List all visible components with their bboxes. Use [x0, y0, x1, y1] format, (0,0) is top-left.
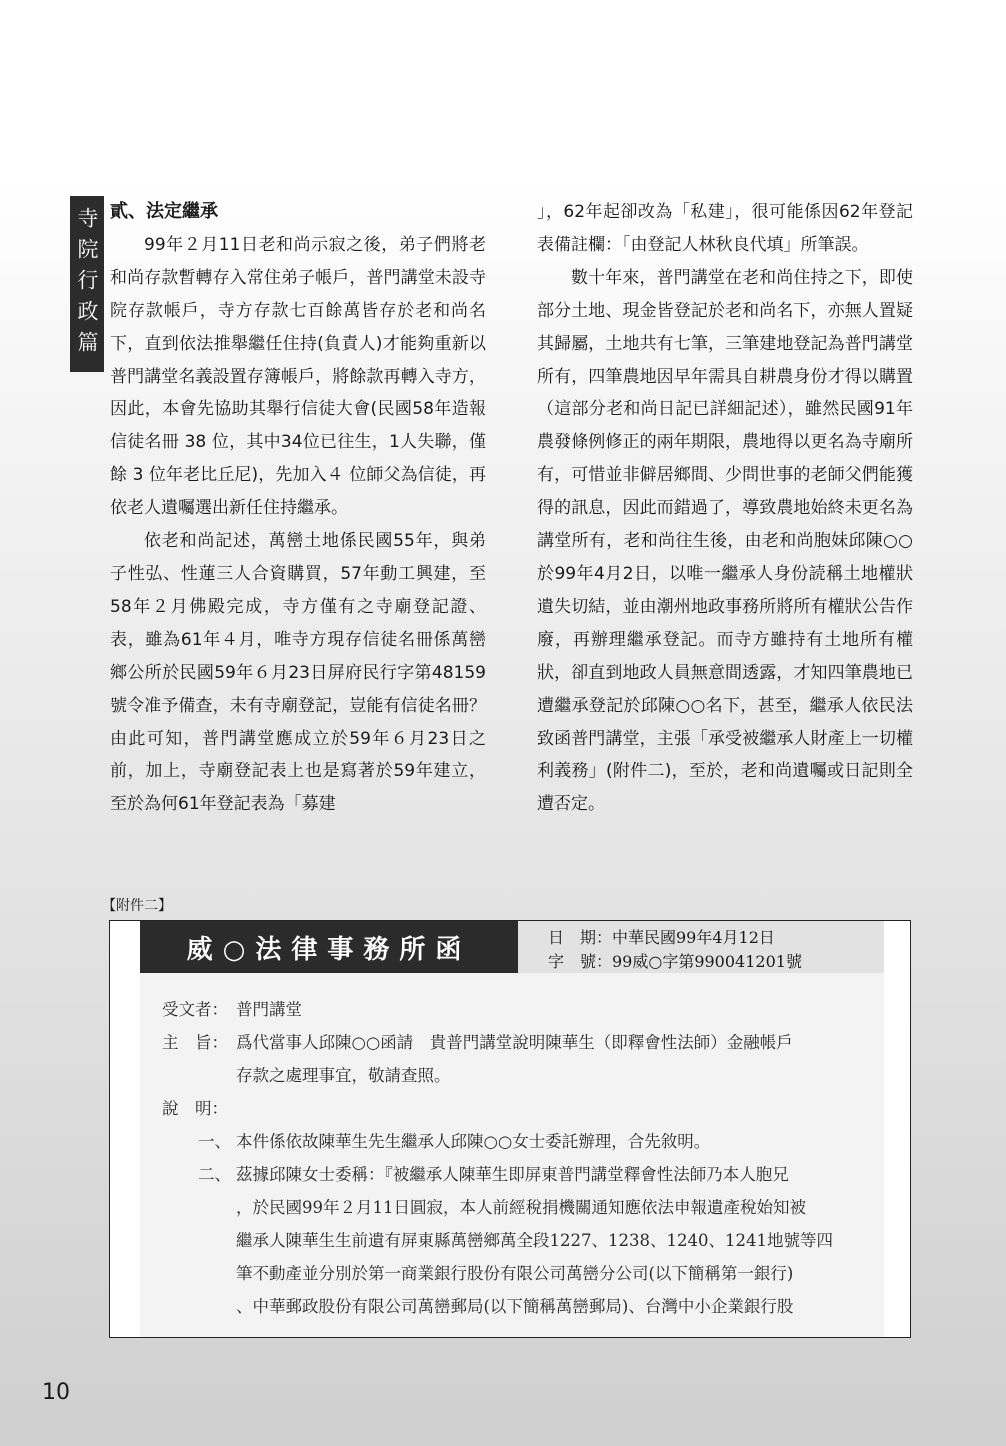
letter-body [162, 993, 882, 1323]
explain-row [162, 1092, 882, 1125]
item-line: 繼承人陳華生生前遺有屏東縣萬巒鄉萬全段1227、1238、1240、1241地號等四 [236, 1231, 833, 1250]
firm-name: 威○法律事務所函 [186, 934, 472, 965]
paragraph: 」，62年起卻改為「私建」，很可能係因62年登記表備註欄：「由登記人林秋良代填」所筆誤。 [537, 202, 913, 255]
recipient-row [162, 993, 882, 1026]
paragraph: 數十年來，普門講堂在老和尚住持之下，即使部分土地、現金皆登記於老和尚名下，亦無人置疑其歸屬，土地共有七筆，三筆建地登記為普門講堂所有，四筆農地因早年需具自耕農身份才得以購置（這部分老和尚日記已詳細記述），雖然民國91年農發條例修正的兩年期限，農地得以更名為寺廟所有，可惜並非僻居鄉間、少問世事的老師父們能獲得的訊息，因此而錯過了，導致農地始終未更名為講堂所有，老和尚往生後，由老和尚胞妹邱陳○○於99年4月2日，以唯一繼承人身份読稱土地權狀遺失切結，並由潮州地政事務所將所有權狀公告作廢，再辦理繼承登記。而寺方雖持有土地所有權狀，卻直到地政人員無意間透露，才知四筆農地已遭繼承登記於邱陳○○名下，甚至，繼承人依民法致函普門講堂，主張「承受被繼承人財產上一切權利義務」(附件二)，至於，老和尚遺囑或日記則全遭否定。 [537, 267, 913, 815]
explain-item [162, 1125, 882, 1158]
subject-label: 主 旨： [162, 1033, 228, 1052]
item-number: 一、 [198, 1132, 231, 1151]
paragraph: 99年２月11日老和尚示寂之後，弟子們將老和尚存款暫轉存入常住弟子帳戶，普門講堂未設寺院存款帳戶，寺方存款七百餘萬皆存於老和尚名下，直到依法推舉繼任住持(負責人)才能夠重新以普門講堂名義設置存簿帳戶，將餘款再轉入寺方，因此，本會先協助其舉行信徒大會(民國58年造報信徒名冊 38 位，其中34位已往生，1人失聯，僅餘 3 位年老比丘尼)，先加入４ 位師父為信徒，再依老人遺囑選出新任住持繼承。 [110, 234, 486, 519]
right-column [537, 196, 913, 821]
item-line: 本件係依故陳華生先生繼承人邱陳○○女士委託辦理，合先敘明。 [236, 1132, 711, 1151]
section-heading: 貳、法定繼承 [110, 201, 218, 222]
item-number: 二、 [198, 1165, 231, 1184]
item-line: ，於民國99年２月11日圓寂，本人前經稅捐機關通知應依法申報遺產稅始知被 [236, 1198, 806, 1217]
paragraph: 依老和尚記述，萬巒土地係民國55年，與弟子性弘、性蓮三人合資購買，57年動工興建，至58年２月佛殿完成，寺方僅有之寺廟登記證、表，雖為61年４月，唯寺方現存信徒名冊係萬巒鄉公所於民國59年６月23日屏府民行字第48159 號令准予備查，未有寺廟登記，豈能有信徒名冊？由此可知，普門講堂應成立於59年６月23日之前，加上，寺廟登記表上也是寫著於59年建立，至於為何61年登記表為「募建 [110, 531, 486, 815]
explain-item [162, 1158, 882, 1191]
subject-line: 爲代當事人邱陳○○函請 貴普門講堂說明陳華生（即釋會性法師）金融帳戶 [236, 1033, 793, 1052]
recipient-label: 受文者： [162, 1000, 228, 1019]
section-tab [70, 196, 104, 372]
attachment-letter [109, 920, 911, 1338]
page-number: 10 [42, 1380, 70, 1405]
left-column [110, 196, 486, 821]
attachment-label: 【附件二】 [102, 898, 172, 914]
item-line: 筆不動產並分別於第一商業銀行股份有限公司萬巒分公司(以下簡稱第一銀行) [236, 1264, 794, 1283]
letter-date: 日 期：中華民國99年4月12日 [548, 928, 775, 947]
section-tab-label: 寺院行政篇 [75, 206, 99, 362]
letter-meta [518, 921, 884, 973]
item-line: 茲據邱陳女士委稱：『被繼承人陳華生即屏東普門講堂釋會性法師乃本人胞兄 [236, 1165, 789, 1184]
subject-line: 存款之處理事宜，敬請查照。 [236, 1066, 451, 1085]
recipient: 普門講堂 [236, 1000, 302, 1019]
letterhead [140, 921, 518, 973]
explain-label: 說 明： [162, 1099, 228, 1118]
letter-ref: 字 號：99威○字第990041201號 [548, 952, 802, 971]
item-line: 、中華郵政股份有限公司萬巒郵局(以下簡稱萬巒郵局)、台灣中小企業銀行股 [236, 1297, 794, 1316]
subject-row [162, 1026, 882, 1059]
